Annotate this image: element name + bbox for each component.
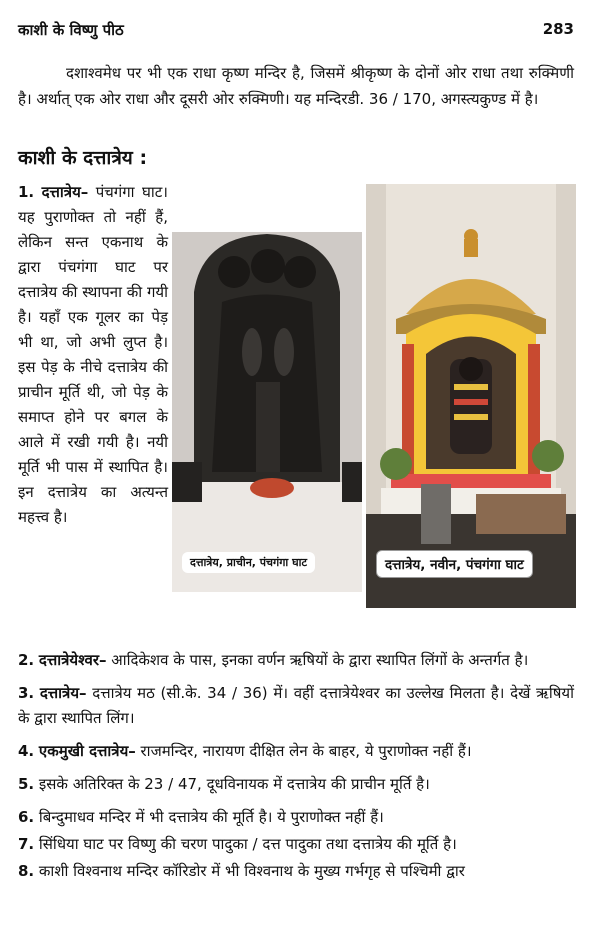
item-term: एकमुखी दत्तात्रेय– [38,742,136,760]
items-list [18,648,574,884]
caption-ancient: दत्तात्रेय, प्राचीन, पंचगंगा घाट [182,552,315,573]
list-item [18,739,574,764]
item-term: दत्तात्रेय– [39,684,87,702]
list-item [18,832,574,857]
item-text: बिन्दुमाधव मन्दिर में भी दत्तात्रेय की मूर्ति है। ये पुराणोक्त नहीं हैं। [34,808,384,826]
page-header [18,20,574,44]
item-text: राजमन्दिर, नारायण दीक्षित लेन के बाहर, ये पुराणोक्त नहीं हैं। [135,742,472,760]
item-1-paragraph [18,180,168,530]
item-number: 5. [18,775,35,793]
item-text: इसके अतिरिक्त के 23 / 47, दूधविनायक में दत्तात्रेय की प्राचीन मूर्ति है। [34,775,430,793]
section-title: काशी के दत्तात्रेय : [18,147,148,169]
photo-new-idol [366,184,576,608]
intro-text: दशाश्वमेध पर भी एक राधा कृष्ण मन्दिर है, जिसमें श्रीकृष्ण के दोनों ओर राधा तथा रुक्मिणी है। अर्थात् एक ओर राधा और दूसरी ओर रुक्मिणी। यह मन्दिरडी. 36 / 170, अगस्त्यकुण्ड में है। [18,64,574,108]
item-text: पंचगंगा घाट। यह पुराणोक्त तो नहीं हैं, लेकिन सन्त एकनाथ के द्वारा पंचगंगा घाट पर दत्तात्रेय की स्थापना की गयी है। यहाँ एक गूलर का पेड़ भी था, जो अभी लुप्त है। इस पेड़ के नीचे दत्तात्रेय की प्राचीन मूर्ति थी, जो पेड़ के समाप्त होने पर बगल के आले में रखी गयी है। नयी मूर्ति भी पास में स्थापित है। इन दत्तात्रेय का अत्यन्त महत्त्व है। [18,183,168,526]
item-number: 8. [18,862,35,880]
list-item [18,805,574,830]
item-number: 1. [18,183,35,201]
list-item [18,681,574,731]
photo-ancient-idol [172,232,362,592]
item-text: सिंधिया घाट पर विष्णु की चरण पादुका / दत्त पादुका तथा दत्तात्रेय की मूर्ति है। [34,835,457,853]
running-head: काशी के विष्णु पीठ [18,21,124,39]
item-text: दत्तात्रेय मठ (सी.के. 34 / 36) में। वहीं दत्तात्रेयेश्वर का उल्लेख मिलता है। देखें ऋषियों के द्वारा स्थापित लिंग। [18,684,574,727]
ancient-idol-image [172,232,362,592]
item-number: 2. [18,651,35,669]
list-item [18,772,574,797]
item-number: 7. [18,835,35,853]
item-text: आदिकेशव के पास, इनका वर्णन ऋषियों के द्वारा स्थापित लिंगों के अन्तर्गत है। [106,651,529,669]
item-term: दत्तात्रेय– [41,183,89,201]
item-number: 6. [18,808,35,826]
caption-new: दत्तात्रेय, नवीन, पंचगंगा घाट [376,550,533,578]
new-idol-image [366,184,576,608]
list-item [18,859,574,884]
list-item [18,648,574,673]
item-text: काशी विश्वनाथ मन्दिर कॉरिडोर में भी विश्वनाथ के मुख्य गर्भगृह से पश्चिमी द्वार [34,862,465,880]
intro-paragraph [18,60,574,112]
page-number: 283 [542,20,574,38]
item-number: 4. [18,742,35,760]
item-term: दत्तात्रेयेश्वर– [38,651,107,669]
item-number: 3. [18,684,35,702]
